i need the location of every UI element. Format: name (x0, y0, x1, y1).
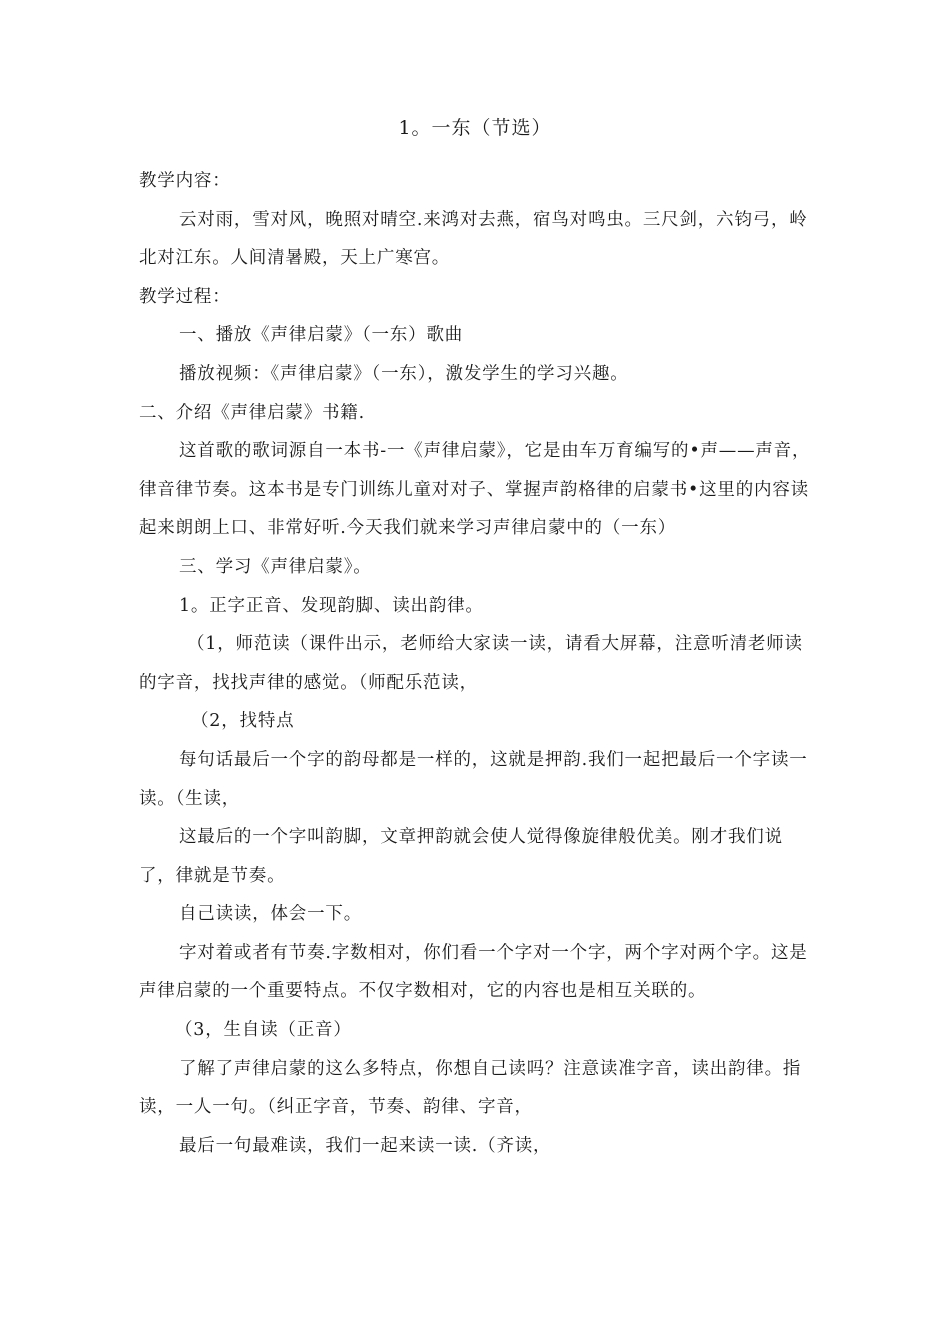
sub-step-heading: （2，找特点 (191, 711, 295, 732)
document-title: 1。一东（节选） (398, 117, 552, 139)
paragraph: 播放视频：《声律启蒙》（一东），激发学生的学习兴趣。 (179, 363, 629, 384)
document-body (139, 162, 811, 1165)
paragraph: 最后一句最难读，我们一起来读一读.（齐读， (179, 1135, 552, 1156)
step-heading: 一、播放《声律启蒙》（一东）歌曲 (179, 325, 464, 346)
sub-step-heading: （3，生自读（正音） (175, 1020, 352, 1041)
paragraph: 了解了声律启蒙的这么多特点，你想自己读吗？注意读准字音，读出韵律。指读，一人一句。（纠正字音，节奏、韵律、字音， (139, 1058, 802, 1118)
paragraph: 自己读读，体会一下。 (179, 904, 362, 925)
section-heading-process: 教学过程： (139, 286, 231, 307)
paragraph: 这首歌的歌词源自一本书-一《声律启蒙》，它是由车万育编写的•声——声音，律音律节奏。这本书是专门训练儿童对对子、掌握声韵格律的启蒙书•这里的内容读起来朗朗上口、非常好听.今天我们就来学习声律启蒙中的（一东） (139, 441, 811, 539)
step-heading: 二、介绍《声律启蒙》书籍. (139, 402, 365, 423)
step-heading: 三、学习《声律启蒙》。 (179, 556, 372, 577)
paragraph: 这最后的一个字叫韵脚，文章押韵就会使人觉得像旋律般优美。刚才我们说了，律就是节奏。 (139, 827, 783, 886)
paragraph: 每句话最后一个字的韵母都是一样的，这就是押韵.我们一起把最后一个字读一读。（生读， (139, 749, 808, 809)
paragraph: （1，师范读（课件出示，老师给大家读一读，请看大屏幕，注意听清老师读的字音，找找声律的感觉。（师配乐范读， (139, 634, 803, 693)
sub-step-heading: 1。正字正音、发现韵脚、读出韵律。 (179, 595, 484, 616)
paragraph: 字对着或者有节奏.字数相对，你们看一个字对一个字，两个字对两个字。这是声律启蒙的一个重要特点。不仅字数相对，它的内容也是相互关联的。 (139, 942, 808, 1002)
section-heading-content: 教学内容： (139, 171, 231, 191)
lesson-text: 云对雨，雪对风，晚照对晴空.来鸿对去燕，宿鸟对鸣虫。三尺剑，六钧弓，岭北对江东。人间清暑殿，天上广寒宫。 (139, 209, 808, 269)
